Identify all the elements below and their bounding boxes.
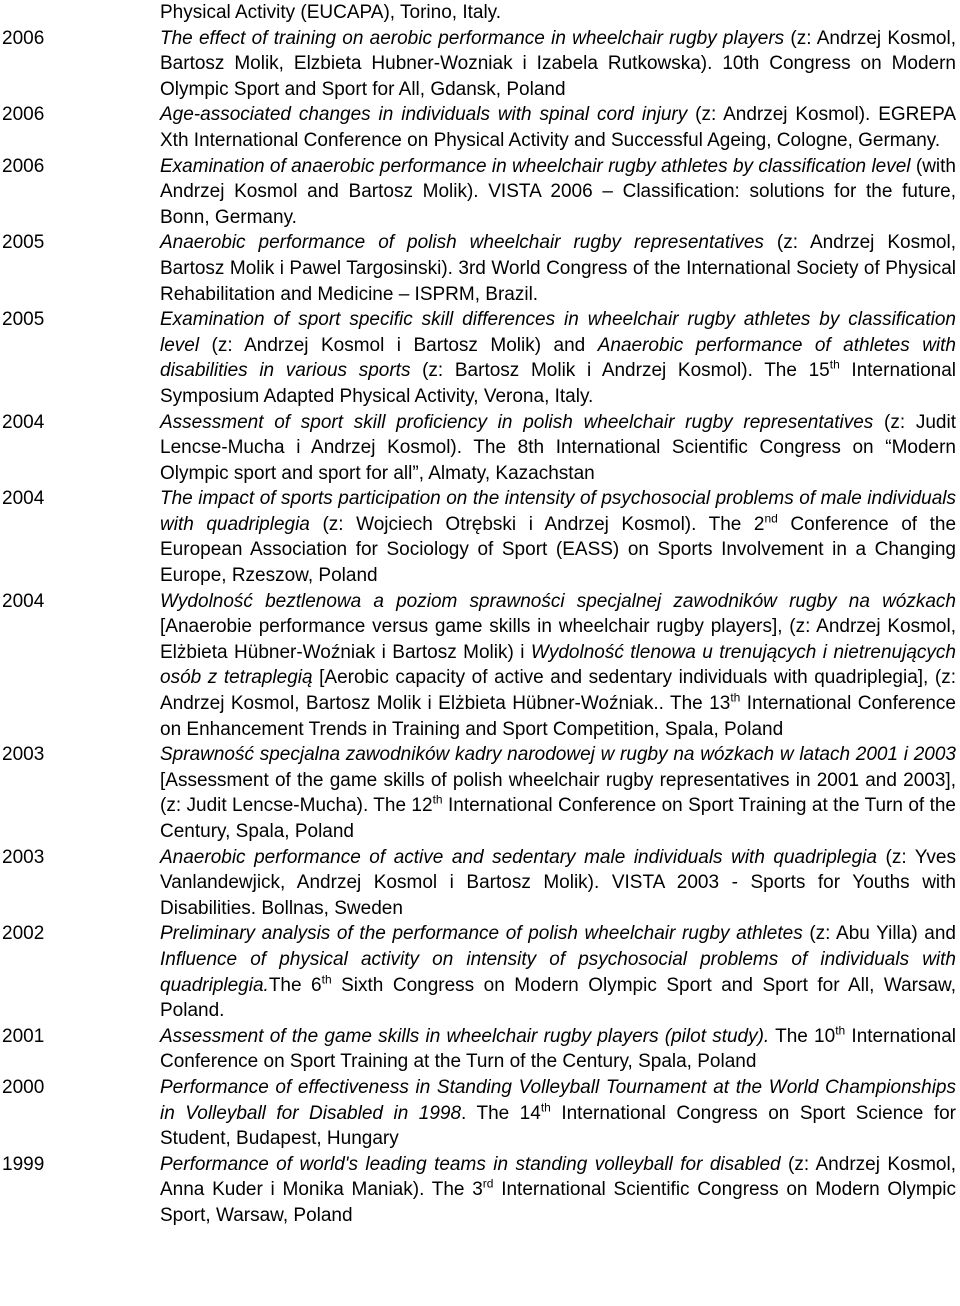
entry-year: 2000: [2, 1076, 45, 1098]
citation-details: Physical Activity (EUCAPA), Torino, Italy.: [160, 2, 502, 23]
citation-details: (z: Andrzej Kosmol). EGREPA Xth International Conference on Physical Activity and Successful Ageing, Cologne, Germany.: [160, 104, 957, 151]
entry-year: 1999: [2, 1153, 45, 1175]
entry-year: 2001: [2, 1025, 45, 1047]
entry-text: [160, 847, 956, 919]
entry-year: 2003: [2, 846, 45, 868]
entry-text: [160, 309, 956, 407]
publication-entry: [2, 1024, 956, 1075]
entry-text: [160, 923, 956, 1021]
citation-details: Conference of the European Association for Sociology of Sport (EASS) on Sports Involvement in a Changing Europe, Rzeszow, Poland: [160, 513, 957, 587]
citation-details: Sixth Congress on Modern Olympic Sport and Sport for All, Warsaw, Poland.: [160, 974, 956, 1022]
paper-title: Anaerobic performance of polish wheelchair rugby representatives: [160, 232, 764, 254]
paper-title: Preliminary analysis of the performance of polish wheelchair rugby athletes: [160, 923, 803, 945]
entry-text: [160, 1023, 956, 1073]
citation-details: (z: Andrzej Kosmol, Bartosz Molik, Elzbieta Hubner-Wozniak i Izabela Rutkowska). 10th Congress on Modern Olympic Sport and Sport for All, Gdansk, Poland: [160, 27, 956, 100]
entry-year: 2006: [2, 155, 45, 177]
publication-entry: [2, 486, 956, 588]
citation-details: (with Andrzej Kosmol and Bartosz Molik). VISTA 2006 – Classification: solutions for the future, Bonn, Germany.: [160, 155, 956, 228]
entry-text: [160, 28, 956, 100]
citation-details: (z: Bartosz Molik i Andrzej Kosmol). The 15: [410, 360, 830, 382]
entry-year: 2006: [2, 104, 45, 126]
publication-entry: [2, 921, 956, 1023]
publication-entry: [2, 410, 956, 487]
citation-details: [Aerobic capacity of active and sedentary individuals with quadriplegia], (z: Andrzej Kosmol, Bartosz Molik i Elżbieta Hübner-Woźniak.. The 13: [160, 667, 956, 715]
citation-details: (z: Judit Lencse-Mucha i Andrzej Kosmol). The 8th International Scientific Congress on “Modern Olympic sport and sport for all”, Almaty, Kazachstan: [160, 411, 956, 484]
paper-title: Anaerobic performance of athletes with disabilities in various sports: [160, 334, 956, 382]
publication-entry: [2, 845, 956, 922]
publication-entry: [2, 26, 956, 103]
publication-entry: [2, 230, 956, 307]
citation-details: The 6: [268, 974, 322, 996]
paper-title: The effect of training on aerobic performance in wheelchair rugby players: [160, 27, 785, 49]
citation-details: [Assessment of the game skills of polish wheelchair rugby representatives in 2001 and 2003], (z: Judit Lencse-Mucha). The 12: [160, 769, 956, 817]
entry-text: [160, 104, 956, 151]
paper-title: Performance of effectiveness in Standing Volleyball Tournament at the World Championships in Volleyball for Disabled in 1998: [160, 1076, 956, 1124]
entry-text: [160, 1154, 956, 1226]
citation-details: International Symposium Adapted Physical Activity, Verona, Italy.: [160, 360, 956, 407]
entry-year: 2004: [2, 411, 45, 433]
paper-title: Performance of world's leading teams in standing volleyball for disabled: [160, 1153, 781, 1175]
entry-year: 2005: [2, 232, 45, 254]
ordinal-suffix: th: [730, 690, 741, 705]
paper-title: Assessment of the game skills in wheelchair rugby players (pilot study).: [160, 1025, 770, 1047]
paper-title: Examination of sport specific skill differences in wheelchair rugby athletes by classification level: [160, 309, 956, 356]
citation-details: (z: Andrzej Kosmol i Bartosz Molik) and: [199, 334, 598, 356]
publication-entry: [2, 742, 956, 844]
entry-year: 2003: [2, 744, 45, 766]
ordinal-suffix: rd: [482, 1176, 494, 1191]
citation-details: International Scientific Congress on Modern Olympic Sport, Warsaw, Poland: [160, 1179, 956, 1226]
ordinal-suffix: th: [321, 972, 332, 987]
citation-details: (z: Wojciech Otrębski i Andrzej Kosmol). The 2: [309, 513, 765, 535]
citation-details: (z: Abu Yilla) and: [802, 923, 956, 945]
citation-details: International Congress on Sport Science for Student, Budapest, Hungary: [160, 1102, 956, 1150]
entry-text: [160, 1077, 956, 1149]
citation-details: The 10: [769, 1025, 836, 1047]
entry-year: 2006: [2, 27, 45, 49]
entry-year: 2004: [2, 590, 45, 612]
publication-entry: [2, 102, 956, 153]
ordinal-suffix: th: [829, 357, 840, 372]
paper-title: Wydolność beztlenowa a poziom sprawności specjalnej zawodników rugby na wózkach: [160, 590, 956, 612]
citation-details: [Anaerobie performance versus game skills in wheelchair rugby players], (z: Andrzej Kosmol, Elżbieta Hübner-Woźniak i Bartosz Molik) i: [160, 616, 956, 663]
ordinal-suffix: nd: [764, 511, 778, 526]
publication-entry: [2, 1152, 956, 1229]
publication-entry: [2, 154, 956, 231]
citation-details: International Conference on Sport Training at the Turn of the Century, Spala, Poland: [160, 1025, 956, 1073]
publication-entry: [2, 0, 956, 26]
paper-title: Anaerobic performance of active and sedentary male individuals with quadriplegia: [160, 846, 877, 868]
paper-title: Assessment of sport skill proficiency in polish wheelchair rugby representatives: [160, 411, 874, 433]
entry-text: [160, 2, 501, 23]
publication-entry: [2, 589, 956, 743]
entry-text: [160, 232, 956, 304]
ordinal-suffix: th: [540, 1100, 551, 1115]
ordinal-suffix: th: [835, 1023, 846, 1038]
entry-year: 2005: [2, 309, 45, 331]
citation-details: International Conference on Enhancement Trends in Training and Sport Competition, Spala, Poland: [160, 693, 956, 740]
paper-title: Wydolność tlenowa u trenujących i nietrenujących osób z tetraplegią: [160, 641, 956, 689]
entry-text: [160, 156, 956, 228]
paper-title: Examination of anaerobic performance in wheelchair rugby athletes by classification level: [160, 155, 911, 177]
citation-details: (z: Yves Vanlandewjick, Andrzej Kosmol i Bartosz Molik). VISTA 2003 - Sports for Youths with Disabilities. Bollnas, Sweden: [160, 846, 956, 919]
publication-entry: [2, 307, 956, 409]
entry-year: 2004: [2, 488, 45, 510]
entry-text: [160, 744, 956, 842]
entry-text: [160, 412, 956, 484]
paper-title: Influence of physical activity on intensity of psychosocial problems of individuals with quadriplegia.: [160, 948, 956, 996]
citation-details: (z: Andrzej Kosmol, Anna Kuder i Monika Maniak). The 3: [160, 1153, 956, 1201]
citation-details: . The 14: [461, 1102, 541, 1124]
publication-entry: [2, 1075, 956, 1152]
citation-details: International Conference on Sport Training at the Turn of the Century, Spala, Poland: [160, 795, 956, 842]
ordinal-suffix: th: [432, 793, 443, 808]
entry-text: [160, 591, 956, 740]
paper-title: Age-associated changes in individuals with spinal cord injury: [160, 104, 688, 126]
citation-details: (z: Andrzej Kosmol, Bartosz Molik i Pawel Targosinski). 3rd World Congress of the International Society of Physical Rehabilitation and Medicine – ISPRM, Brazil.: [160, 232, 956, 305]
paper-title: The impact of sports participation on the intensity of psychosocial problems of male individuals with quadriplegia: [160, 488, 956, 535]
entry-text: [160, 488, 956, 586]
paper-title: Sprawność specjalna zawodników kadry narodowej w rugby na wózkach w latach 2001 i 2003: [160, 744, 956, 766]
entry-year: 2002: [2, 923, 45, 945]
